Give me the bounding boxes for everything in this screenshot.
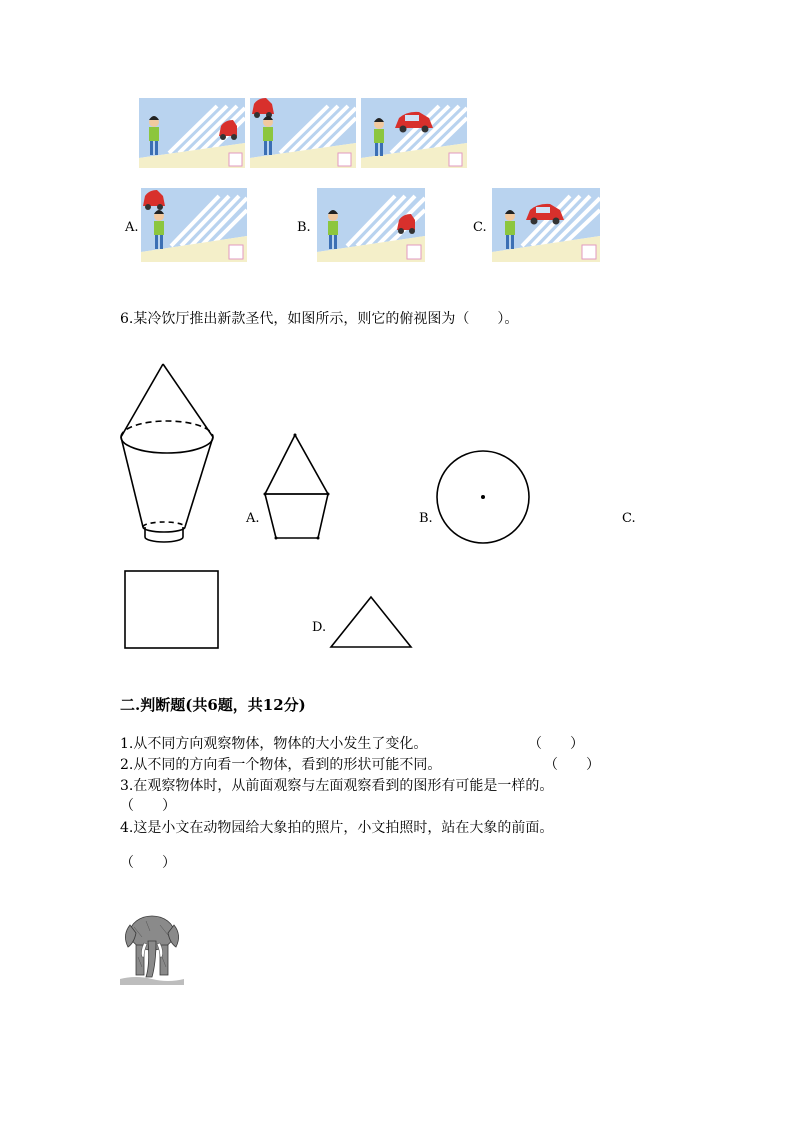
option-a-scene[interactable] [141, 188, 247, 262]
judge-item-4 [120, 819, 553, 837]
judge-item-2 [120, 756, 441, 774]
option-c-scene[interactable] [492, 188, 600, 262]
q6-text: 6.某冷饮厅推出新款圣代，如图所示，则它的俯视图为（ ）。 [120, 311, 519, 327]
judge-item-4-answer[interactable]: （ ） [120, 855, 176, 871]
judge-item-3-text: 3.在观察物体时，从前面观察与左面观察看到的图形有可能是一样的。 [120, 778, 554, 794]
q6-option-d-figure[interactable] [329, 595, 413, 650]
option-a-label: A. [125, 220, 139, 235]
option-c-label: C. [473, 220, 487, 235]
judge-item-1-text: 1.从不同方向观察物体，物体的大小发生了变化。 [120, 736, 428, 752]
judge-item-2-answer[interactable]: （ ） [544, 757, 600, 773]
q6-option-b-label: B. [419, 511, 433, 526]
scene-1 [139, 98, 245, 168]
q6-option-d-label: D. [312, 620, 327, 635]
section2-title: 二.判断题(共6题，共12分) [120, 696, 306, 714]
q6-option-b-figure[interactable] [435, 449, 533, 547]
scene-3 [361, 98, 467, 168]
judge-item-2-text: 2.从不同的方向看一个物体，看到的形状可能不同。 [120, 757, 442, 773]
judge-item-4-text: 4.这是小文在动物园给大象拍的照片，小文拍照时，站在大象的前面。 [120, 820, 554, 836]
q6-option-c-label: C. [622, 511, 636, 526]
option-b-label: B. [297, 220, 311, 235]
q6-option-c-figure[interactable] [124, 570, 220, 650]
q6-option-a-label: A. [246, 511, 260, 526]
q6-option-a-figure[interactable] [262, 432, 332, 542]
elephant-photo [120, 907, 184, 985]
scene-2 [250, 98, 356, 168]
sundae-figure [115, 360, 220, 545]
judge-item-1 [120, 735, 427, 753]
option-b-scene[interactable] [317, 188, 425, 262]
judge-item-3 [120, 777, 553, 795]
judge-item-3-answer[interactable]: （ ） [120, 798, 176, 814]
judge-item-1-answer[interactable]: （ ） [528, 736, 584, 752]
